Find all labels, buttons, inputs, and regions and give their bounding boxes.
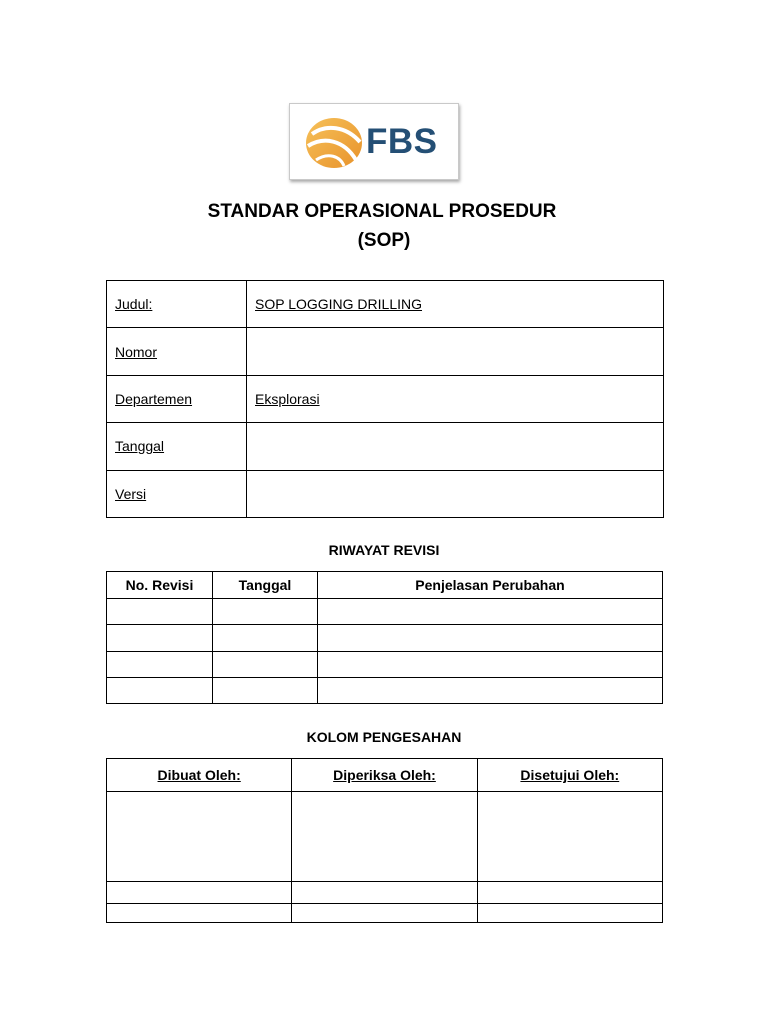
table-header-row xyxy=(107,759,663,792)
info-value-judul: SOP LOGGING DRILLING xyxy=(247,281,664,328)
info-value-versi xyxy=(247,470,664,517)
revision-heading: RIWAYAT REVISI xyxy=(328,542,440,558)
date-cell xyxy=(477,904,662,923)
table-cell xyxy=(213,651,318,677)
date-cell xyxy=(107,904,292,923)
info-value-nomor xyxy=(247,328,664,375)
approval-table xyxy=(106,758,663,923)
signature-cell xyxy=(477,792,662,882)
info-label-versi: Versi xyxy=(107,470,247,517)
table-row xyxy=(107,625,663,651)
table-cell xyxy=(318,625,663,651)
table-cell xyxy=(107,677,213,703)
info-value-tanggal xyxy=(247,423,664,470)
column-header-penjelasan: Penjelasan Perubahan xyxy=(318,572,663,599)
name-cell xyxy=(477,882,662,904)
date-row xyxy=(107,904,663,923)
table-row xyxy=(107,423,664,470)
table-cell xyxy=(213,677,318,703)
info-value-departemen: Eksplorasi xyxy=(247,375,664,422)
approval-heading: KOLOM PENGESAHAN xyxy=(306,729,462,745)
table-row xyxy=(107,651,663,677)
table-row xyxy=(107,375,664,422)
table-cell xyxy=(107,651,213,677)
info-label-nomor: Nomor xyxy=(107,328,247,375)
signature-cell xyxy=(292,792,477,882)
name-row xyxy=(107,882,663,904)
revision-history-table xyxy=(106,571,663,704)
signature-row xyxy=(107,792,663,882)
document-subtitle: (SOP) xyxy=(357,230,411,251)
table-cell xyxy=(213,599,318,625)
table-cell xyxy=(107,625,213,651)
table-row xyxy=(107,281,664,328)
logo-text: FBS xyxy=(366,122,438,161)
fbs-ball-icon xyxy=(304,116,364,172)
column-header-diperiksa-oleh: Diperiksa Oleh: xyxy=(292,759,477,792)
column-header-tanggal: Tanggal xyxy=(213,572,318,599)
name-cell xyxy=(107,882,292,904)
info-label-judul: Judul: xyxy=(107,281,247,328)
company-logo xyxy=(289,103,459,180)
table-row xyxy=(107,328,664,375)
info-label-tanggal: Tanggal xyxy=(107,423,247,470)
info-label-departemen: Departemen xyxy=(107,375,247,422)
table-cell xyxy=(318,651,663,677)
table-row xyxy=(107,470,664,517)
table-cell xyxy=(213,625,318,651)
column-header-dibuat-oleh: Dibuat Oleh: xyxy=(107,759,292,792)
name-cell xyxy=(292,882,477,904)
date-cell xyxy=(292,904,477,923)
table-cell xyxy=(318,599,663,625)
column-header-disetujui-oleh: Disetujui Oleh: xyxy=(477,759,662,792)
document-info-table xyxy=(106,280,664,518)
column-header-no-revisi: No. Revisi xyxy=(107,572,213,599)
table-row xyxy=(107,677,663,703)
table-cell xyxy=(318,677,663,703)
table-cell xyxy=(107,599,213,625)
table-row xyxy=(107,599,663,625)
table-header-row xyxy=(107,572,663,599)
signature-cell xyxy=(107,792,292,882)
document-title: STANDAR OPERASIONAL PROSEDUR xyxy=(207,201,557,222)
